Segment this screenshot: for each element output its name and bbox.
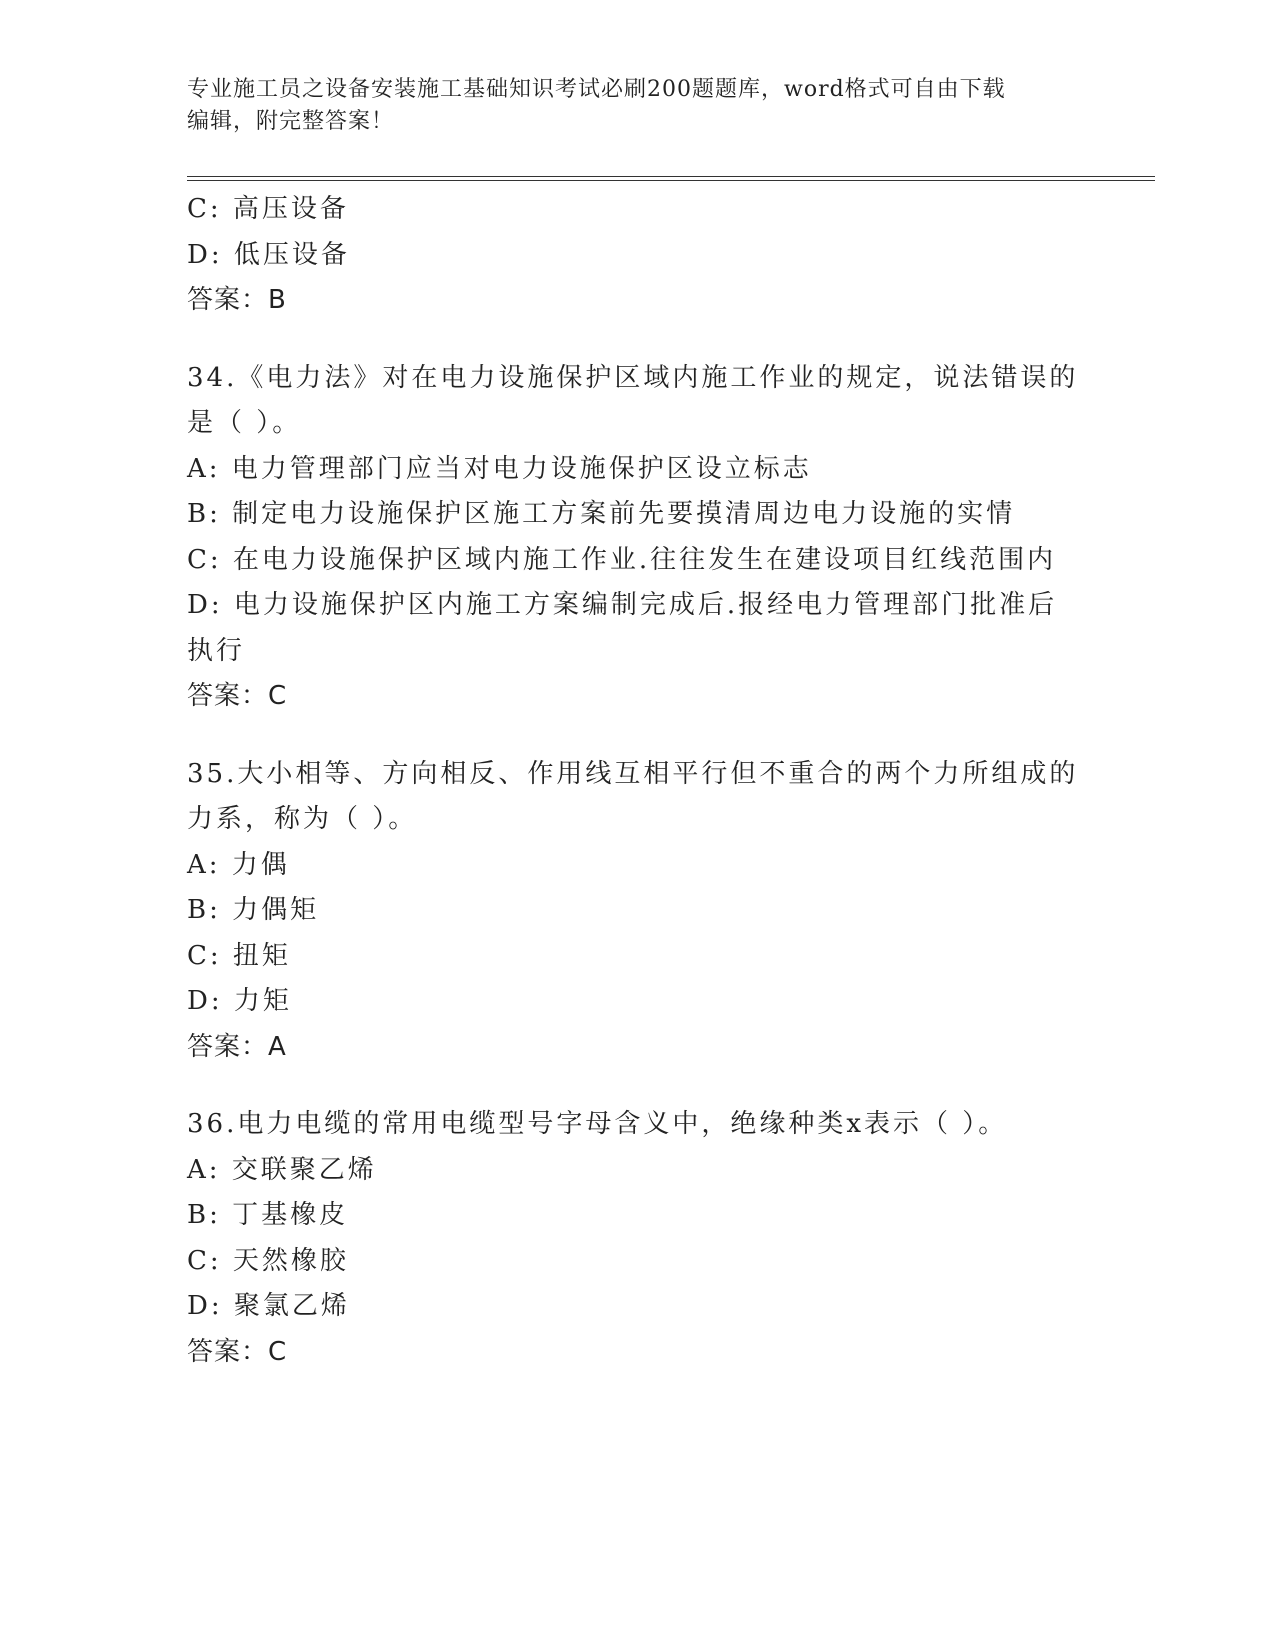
answer: 答案：B — [187, 285, 287, 315]
option-b: B: 力偶矩 — [187, 895, 320, 925]
option-c: C: 高压设备 — [187, 194, 349, 224]
option-d: D: 低压设备 — [187, 239, 350, 270]
question-stem: 35.大小相等、方向相反、作用线互相平行但不重合的两个力所组成的 — [187, 758, 1079, 789]
question-stem: 是（ ）。 — [187, 408, 302, 438]
question-stem: 36.电力电缆的常用电缆型号字母含义中，绝缘种类x表示（ ）。 — [187, 1109, 1008, 1139]
option-c: C: 天然橡胶 — [187, 1245, 349, 1276]
option-d: D: 聚氯乙烯 — [187, 1291, 350, 1321]
page-header — [187, 74, 1077, 138]
answer: 答案：C — [187, 681, 288, 711]
option-b: B: 丁基橡皮 — [187, 1200, 349, 1230]
option-d: D: 力矩 — [187, 986, 292, 1016]
option-a: A: 力偶 — [187, 849, 290, 880]
answer: 答案：C — [187, 1336, 288, 1367]
question-stem: 力系，称为（ ）。 — [187, 804, 418, 834]
option-a: A: 交联聚乙烯 — [187, 1154, 377, 1185]
option-d-continued: 执行 — [187, 635, 246, 666]
option-b: B: 制定电力设施保护区施工方案前先要摸清周边电力设施的实情 — [187, 499, 1016, 529]
question-36 — [187, 1102, 1077, 1375]
option-d: D: 电力设施保护区内施工方案编制完成后.报经电力管理部门批准后 — [187, 590, 1058, 620]
header-double-rule — [187, 176, 1155, 181]
question-content — [187, 187, 1077, 1375]
option-c: C: 在电力设施保护区域内施工作业.往往发生在建设项目红线范围内 — [187, 544, 1057, 575]
carryover-question — [187, 187, 1077, 324]
answer: 答案：A — [187, 1031, 287, 1062]
question-35 — [187, 752, 1077, 1071]
option-c: C: 扭矩 — [187, 940, 291, 971]
header-line-1: 专业施工员之设备安装施工基础知识考试必刷200题题库，word格式可自由下载 — [187, 77, 1006, 102]
header-line-2: 编辑，附完整答案！ — [187, 109, 395, 134]
option-a: A: 电力管理部门应当对电力设施保护区设立标志 — [187, 453, 812, 484]
question-34 — [187, 356, 1077, 720]
question-stem: 34.《电力法》对在电力设施保护区域内施工作业的规定，说法错误的 — [187, 362, 1079, 393]
